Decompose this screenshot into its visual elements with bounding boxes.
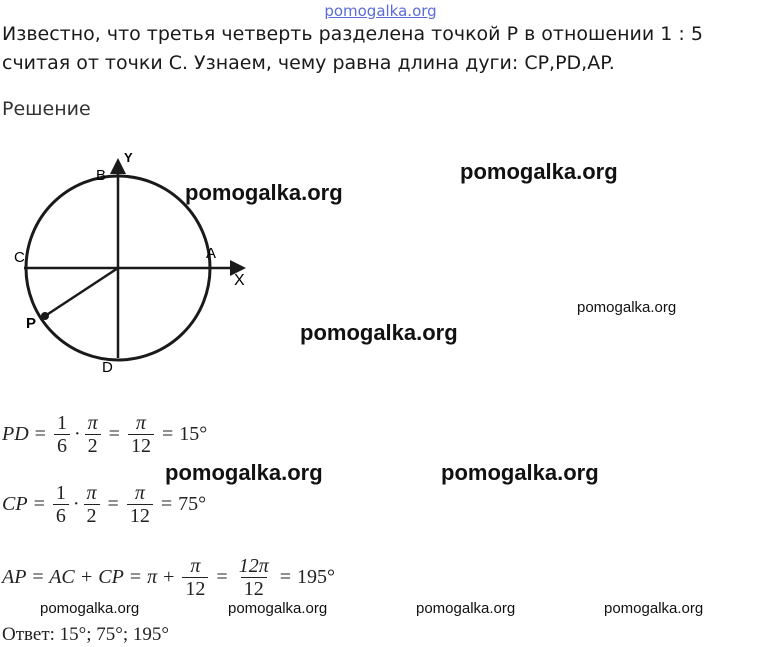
numerator: π — [87, 412, 98, 434]
watermark: pomogalka.org — [165, 460, 323, 485]
answer-line: Ответ: 15°; 75°; 195° — [2, 624, 170, 645]
numerator: π — [190, 555, 201, 577]
watermark: pomogalka.org — [577, 299, 677, 316]
denominator: 6 — [53, 504, 69, 527]
denominator: 12 — [128, 434, 154, 457]
denominator: 2 — [85, 434, 101, 457]
watermark: pomogalka.org — [416, 600, 516, 617]
numerator: π — [86, 482, 97, 504]
multiply-dot: · — [73, 423, 81, 445]
equation-ap — [2, 555, 335, 600]
equation-pd — [2, 412, 207, 457]
eq-sign: = — [279, 566, 292, 588]
numerator: 1 — [56, 412, 67, 434]
eq-result: 195° — [297, 566, 336, 588]
point-c-label: C — [14, 249, 25, 266]
eq-lhs: PD — [2, 423, 29, 445]
eq-lhs: AP = AC + CP — [2, 566, 124, 588]
numerator: 12π — [238, 555, 269, 577]
watermark: pomogalka.org — [441, 460, 599, 485]
y-axis-label: Y — [124, 150, 133, 165]
denominator: 12 — [241, 577, 267, 600]
watermark: pomogalka.org — [300, 320, 458, 345]
eq-sign: = — [129, 566, 142, 588]
denominator: 6 — [54, 434, 70, 457]
eq-sign: = — [161, 423, 174, 445]
denominator: 12 — [127, 504, 153, 527]
problem-statement: Известно, что третья четверть разделена точкой P в отношении 1 : 5 считая от точки C. Узнаем, чему равна длина дуги: CP,PD,AP. — [2, 23, 703, 74]
numerator: π — [135, 412, 146, 434]
numerator: 1 — [55, 482, 66, 504]
eq-sign: = — [34, 423, 46, 445]
fraction — [127, 482, 153, 527]
eq-sign: = — [160, 493, 173, 515]
point-b-label: B — [96, 167, 107, 184]
fraction — [84, 482, 100, 527]
fraction — [182, 555, 208, 600]
fraction — [236, 555, 272, 600]
radius-to-p — [45, 268, 118, 316]
point-p-dot — [41, 312, 49, 320]
watermark: pomogalka.org — [460, 159, 618, 184]
point-a-label: A — [206, 245, 217, 262]
solution-heading: Решение — [2, 98, 91, 120]
multiply-dot: · — [72, 493, 80, 515]
fraction — [128, 412, 154, 457]
fraction — [85, 412, 101, 457]
fraction — [53, 482, 69, 527]
eq-lhs: CP — [2, 493, 28, 515]
fraction — [54, 412, 70, 457]
eq-result: 15° — [179, 423, 208, 445]
eq-sign: = — [107, 493, 119, 515]
eq-sign: = — [108, 423, 120, 445]
pi-symbol: π — [147, 566, 158, 588]
plus-sign: + — [163, 566, 175, 588]
denominator: 2 — [84, 504, 100, 527]
eq-result: 75° — [178, 493, 207, 515]
numerator: π — [134, 482, 145, 504]
watermark: pomogalka.org — [228, 600, 328, 617]
watermark: pomogalka.org — [40, 600, 140, 617]
site-header-link[interactable]: pomogalka.org — [324, 2, 437, 20]
equation-cp — [2, 482, 206, 527]
denominator: 12 — [182, 577, 208, 600]
eq-sign: = — [33, 493, 45, 515]
x-axis-label: X — [234, 272, 245, 289]
watermark: pomogalka.org — [185, 180, 343, 205]
point-d-label: D — [102, 359, 113, 373]
eq-sign: = — [216, 566, 228, 588]
watermark: pomogalka.org — [604, 600, 704, 617]
point-p-label: P — [26, 315, 37, 332]
